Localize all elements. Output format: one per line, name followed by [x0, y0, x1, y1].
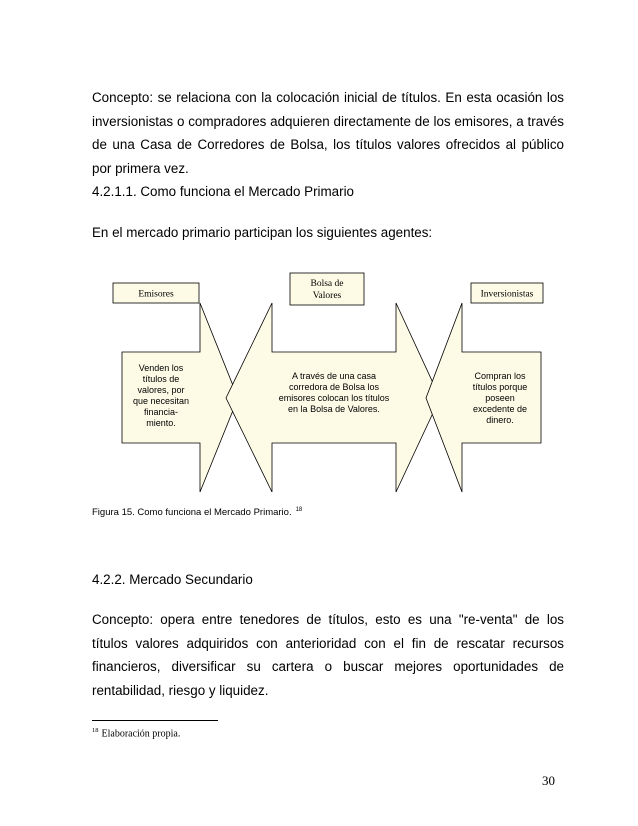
figure-footnote-ref: 18 [295, 507, 303, 513]
right-arrow-line: títulos porque [472, 382, 528, 392]
left-arrow-line: Venden los [138, 363, 184, 373]
left-arrow-line: que necesitan [132, 396, 190, 406]
footnote-text: Elaboración propia. [101, 728, 181, 740]
agents-intro-text: En el mercado primario participan los siguientes agentes: [92, 225, 433, 240]
secondary-market-concept-paragraph: Concepto: opera entre tenedores de títulos, esto es una "re-venta" de los títulos valores adquiridos con anterioridad con el fin de rescatar recursos financieros, diversificar su cartera o buscar mejores oportunidades de rentabilidad, riesgo y liquidez. [92, 612, 564, 698]
emisores-label: Emisores [138, 289, 174, 300]
footnote [92, 727, 180, 739]
left-arrow-line: miento. [146, 418, 176, 428]
footnote-divider [92, 720, 218, 721]
figure-caption [92, 507, 302, 518]
right-arrow-line: poseen [485, 393, 515, 403]
page-number: 30 [542, 773, 555, 788]
center-arrow-line: A través de una casa [291, 371, 377, 381]
figure-caption-text: Figura 15. Como funciona el Mercado Primario. [92, 507, 292, 519]
right-arrow-line: excedente de [472, 404, 528, 414]
center-arrow-line: corredora de Bolsa los [288, 382, 380, 392]
section-heading-4-2-1-1: 4.2.1.1. Como funciona el Mercado Primario [92, 184, 354, 199]
inversionistas-label: Inversionistas [480, 289, 534, 300]
right-arrow-line: Compran los [474, 371, 526, 381]
left-arrow-line: valores, por [137, 385, 185, 395]
bolsa-label-line-2: Valores [312, 291, 342, 301]
footnote-number: 18 [92, 727, 99, 734]
section-heading-4-2-2: 4.2.2. Mercado Secundario [92, 572, 253, 587]
left-arrow-line: títulos de [142, 374, 180, 384]
center-arrow-line: emisores colocan los títulos [278, 393, 390, 403]
left-arrow-line: financia- [143, 407, 179, 417]
center-arrow-line: en la Bolsa de Valores. [288, 404, 380, 414]
right-arrow-shape [426, 303, 541, 492]
bolsa-label-line-1: Bolsa de [310, 279, 344, 289]
center-arrow-text [279, 371, 390, 414]
primary-market-concept-paragraph: Concepto: se relaciona con la colocación inicial de títulos. En esta ocasión los inversionistas o compradores adquieren directamente de los emisores, a través de una Casa de Corredores de Bolsa, los títulos valores ofrecidos al público por primera vez. [92, 90, 564, 176]
right-arrow-line: dinero. [486, 415, 514, 425]
